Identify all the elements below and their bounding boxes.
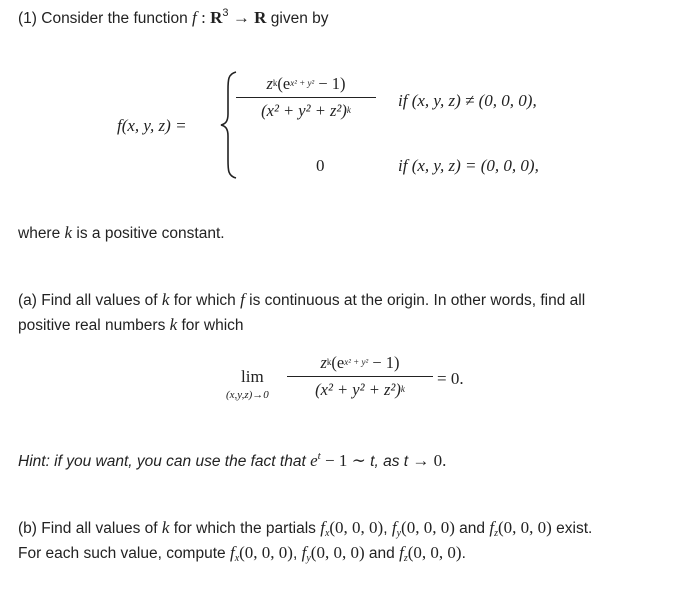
codomain-R: R [254,8,267,27]
case1-condition: if (x, y, z) ≠ (0, 0, 0), [398,91,537,110]
domain-R: R [210,8,223,27]
definition-lhs: f(x, y, z) = [117,116,187,135]
part-b-line2: For each such value, compute $f_x(0$, 0, 0), $f_y(0$, 0, 0) and $f_z(0$, 0, 0). [18,543,466,564]
part-b-line1: (b) Find all values of k for which the partials $f_x(0$, 0, 0), $f_y(0$, 0, 0) and $f_z(0$, 0, 0) exist. [18,518,593,539]
case1-fraction: zk(ex² + y² − 1) (x² + y² + z²)k [236,73,376,122]
part-a-line1: (a) Find all values of k for which f is continuous at the origin. In other words, find all [18,290,586,309]
limit-subscript: (x,y,z)→0 [226,389,269,401]
limit-equals: = 0. [437,369,464,388]
constant-note: where k is a positive constant. [18,223,225,242]
func-f: f [192,8,197,27]
limit-fraction: zk(ex² + y² − 1) (x² + y² + z²)k [287,352,433,401]
part1-line: (1) Consider the function f : $R^3 \to R$ given by [18,7,329,27]
hint-line: Hint: if you want, you can use the fact that $e^t - 1$ ∼ t, as t → 0. [18,450,447,470]
case2-condition: if (x, y, z) = (0, 0, 0), [398,156,539,175]
case2-value: 0 [316,156,325,175]
limit-lim: lim [241,367,264,386]
part-a-line2: positive real numbers k for which [18,315,244,334]
